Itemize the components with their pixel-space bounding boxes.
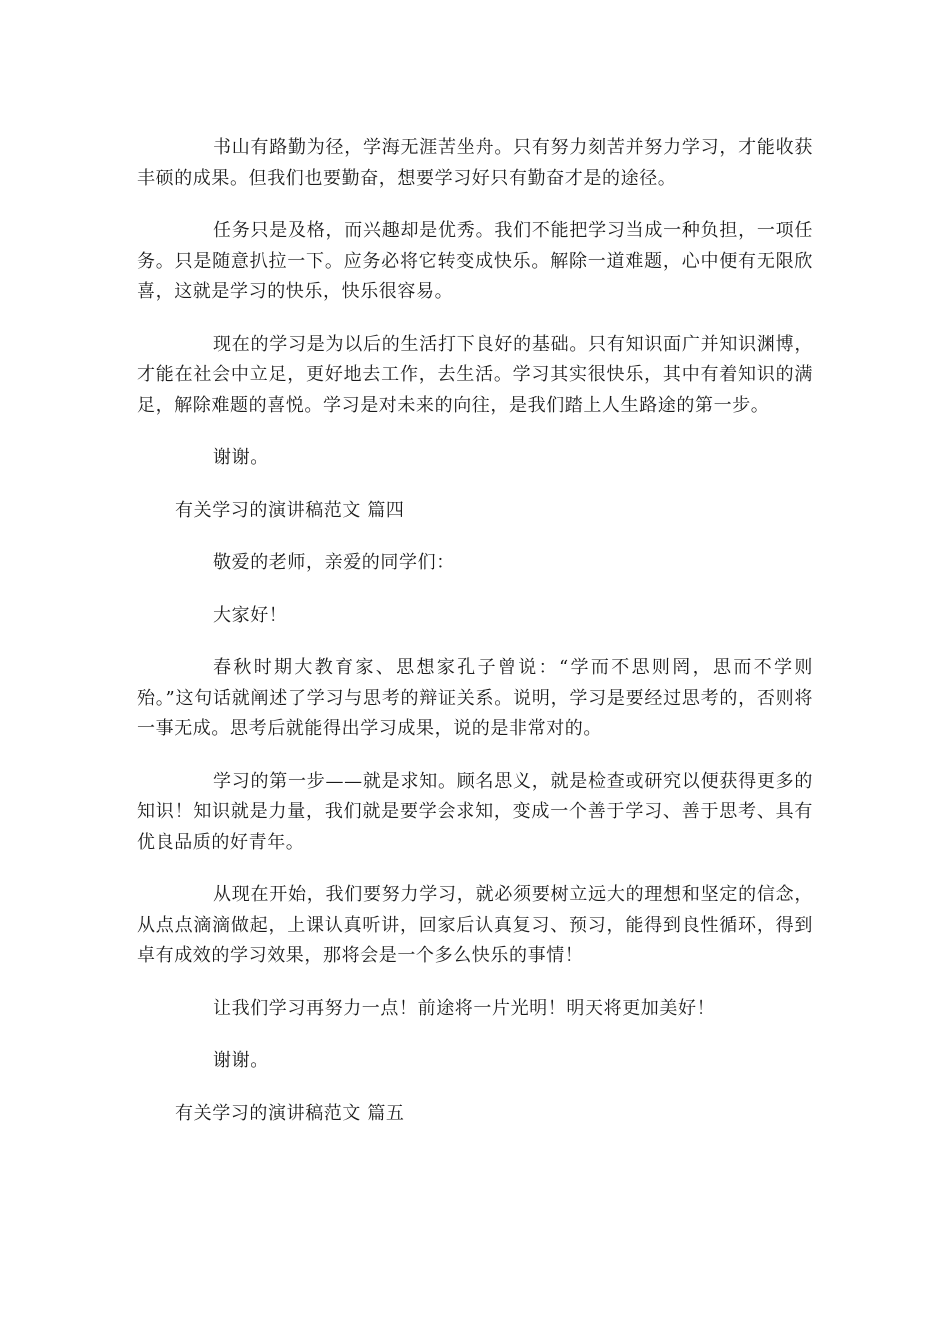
section-heading: 有关学习的演讲稿范文 篇五 bbox=[175, 1102, 405, 1124]
paragraph: 让我们学习再努力一点！前途将一片光明！明天将更加美好！ bbox=[213, 997, 716, 1019]
paragraph: 春秋时期大教育家、思想家孔子曾说：“学而不思则罔，思而不学则殆。”这句话就阐述了学习与思考的辩证关系。说明，学习是要经过思考的，否则将一事无成。思考后就能得出学习成果，说的是非常对的。 bbox=[137, 657, 813, 739]
paragraph: 大家好！ bbox=[213, 604, 288, 626]
paragraph: 谢谢。 bbox=[213, 1050, 269, 1071]
document-page bbox=[137, 133, 813, 1151]
paragraph: 书山有路勤为径，学海无涯苦坐舟。只有努力刻苦并努力学习，才能收获丰硕的成果。但我们也要勤奋，想要学习好只有勤奋才是的途径。 bbox=[137, 137, 813, 189]
paragraph: 现在的学习是为以后的生活打下良好的基础。只有知识面广并知识渊博，才能在社会中立足，更好地去工作，去生活。学习其实很快乐，其中有着知识的满足，解除难题的喜悦。学习是对未来的向往，是我们踏上人生路途的第一步。 bbox=[137, 333, 813, 416]
section-heading: 有关学习的演讲稿范文 篇四 bbox=[175, 499, 405, 521]
paragraph: 敬爱的老师，亲爱的同学们： bbox=[213, 552, 455, 573]
paragraph: 任务只是及格，而兴趣却是优秀。我们不能把学习当成一种负担，一项任务。只是随意扒拉一下。应务必将它转变成快乐。解除一道难题，心中便有无限欣喜，这就是学习的快乐，快乐很容易。 bbox=[137, 220, 813, 302]
paragraph: 学习的第一步——就是求知。顾名思义，就是检查或研究以便获得更多的知识！知识就是力量，我们就是要学会求知，变成一个善于学习、善于思考、具有优良品质的好青年。 bbox=[137, 770, 813, 853]
paragraph: 谢谢。 bbox=[213, 447, 269, 468]
paragraph: 从现在开始，我们要努力学习，就必须要树立远大的理想和坚定的信念，从点点滴滴做起，上课认真听讲，回家后认真复习、预习，能得到良性循环，得到卓有成效的学习效果，那将会是一个多么快乐的事情！ bbox=[137, 884, 813, 966]
